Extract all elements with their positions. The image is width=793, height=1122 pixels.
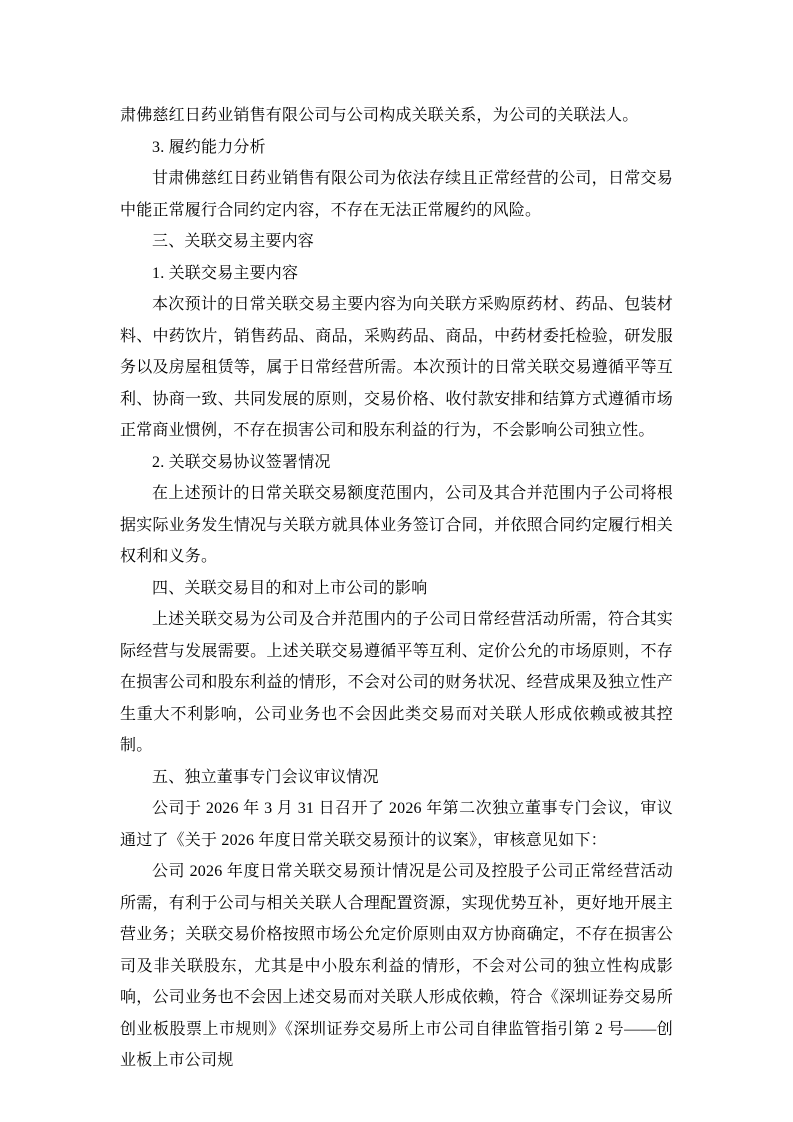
heading-section-5-independent-directors: 五、独立董事专门会议审议情况 (152, 768, 379, 786)
paragraph-item-2-agreement-signing: 2. 关联交易协议签署情况 (152, 453, 331, 471)
paragraph-related-legal-person: 肃佛慈红日药业销售有限公司与公司构成关联关系，为公司的关联法人。 (120, 107, 639, 124)
paragraph-agreement-detail: 在上述预计的日常关联交易额度范围内，公司及其合并范围内子公司将根据实际业务发生情况与关联方就具体业务签订合同，并依照合同约定履行相关权利和义务。 (120, 485, 673, 565)
paragraph-purpose-impact-detail: 上述关联交易为公司及合并范围内的子公司日常经营活动所需，符合其实际经营与发展需要。上述关联交易遵循平等互利、定价公允的市场原则，不存在损害公司和股东利益的情形，不会对公司的财务状况、经营成果及独立性产生重大不利影响，公司业务也不会因此类交易而对关联人形成依赖或被其控制。 (120, 611, 673, 754)
paragraph-meeting-info: 公司于 2026 年 3 月 31 日召开了 2026 年第二次独立董事专门会议，审议通过了《关于 2026 年度日常关联交易预计的议案》，审核意见如下： (120, 800, 673, 849)
heading-section-4-purpose-impact: 四、关联交易目的和对上市公司的影响 (152, 579, 428, 597)
paragraph-performance-analysis: 甘肃佛慈红日药业销售有限公司为依法存续且正常经营的公司，日常交易中能正常履行合同约定内容，不存在无法正常履约的风险。 (120, 170, 673, 219)
paragraph-transaction-content-detail: 本次预计的日常关联交易主要内容为向关联方采购原药材、药品、包装材料、中药饮片，销售药品、商品，采购药品、商品，中药材委托检验，研发服务以及房屋租赁等，属于日常经营所需。本次预计的日常关联交易遵循平等互利、协商一致、共同发展的原则，交易价格、收付款安排和结算方式遵循市场正常商业惯例，不存在损害公司和股东利益的行为，不会影响公司独立性。 (120, 296, 673, 439)
paragraph-item-1-main-content: 1. 关联交易主要内容 (152, 264, 299, 282)
heading-section-3-main-content: 三、关联交易主要内容 (152, 233, 315, 250)
paragraph-item-3-performance-ability: 3. 履约能力分析 (152, 138, 266, 156)
paragraph-review-opinion: 公司 2026 年度日常关联交易预计情况是公司及控股子公司正常经营活动所需，有利于公司与相关关联人合理配置资源，实现优势互补，更好地开展主营业务；关联交易价格按照市场公允定价原则由双方协商确定，不存在损害公司及非关联股东，尤其是中小股东利益的情形，不会对公司的独立性构成影响，公司业务也不会因上述交易而对关联人形成依赖，符合《深圳证券交易所创业板股票上市规则》《深圳证券交易所上市公司自律监管指引第 2 号——创业板上市公司规 (120, 863, 673, 1069)
